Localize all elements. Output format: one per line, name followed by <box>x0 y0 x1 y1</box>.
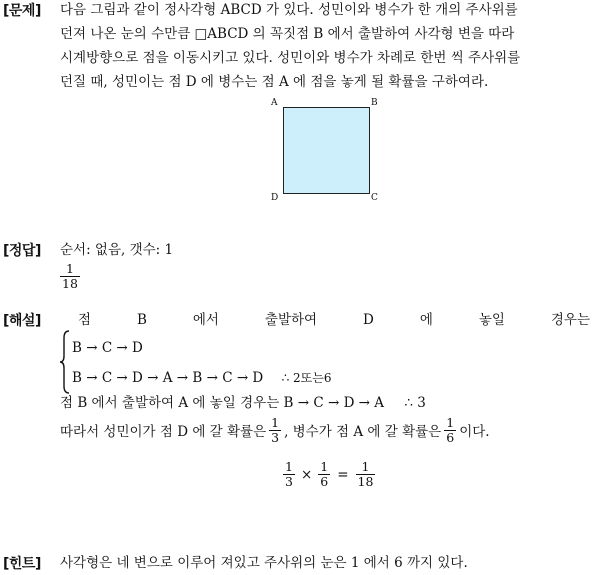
solution-word: 출발하여 <box>264 312 318 328</box>
case-1 <box>72 336 592 360</box>
fraction-numerator: 1 <box>361 459 370 474</box>
solution-word: B <box>137 312 147 328</box>
solution-word: 에 <box>419 312 433 328</box>
case-1-text: B → C → D <box>72 340 143 356</box>
case-2 <box>72 366 592 390</box>
problem-tag: [문제] <box>3 3 41 19</box>
solution-word: 경우는 <box>550 312 590 328</box>
case-2-note: ∴ 2또는6 <box>281 371 332 385</box>
fraction-one-sixth <box>444 416 456 445</box>
fraction-numerator: 1 <box>285 459 293 474</box>
answer-body <box>60 238 590 291</box>
fraction-denominator: 6 <box>320 474 329 489</box>
fraction-numerator: 1 <box>65 261 74 276</box>
fraction-denominator: 18 <box>62 276 78 291</box>
problem-line: 던질 때, 성민이는 점 D 에 병수는 점 A 에 점을 놓게 될 확률을 구하여라. <box>60 74 489 90</box>
hint-body <box>60 551 590 575</box>
answer-fraction <box>60 262 80 291</box>
vertex-label-c: C <box>371 193 378 203</box>
hint-tag: [힌트] <box>3 556 41 572</box>
solution-tag: [해설] <box>3 313 41 329</box>
square-abcd-figure <box>270 98 380 202</box>
vertex-label-d: D <box>271 193 279 203</box>
answer-line: 순서: 없음, 갯수: 1 <box>60 242 174 258</box>
fraction-denominator: 6 <box>446 429 455 445</box>
solution-line4-note: ∴ 3 <box>404 395 426 411</box>
solution-word: 에서 <box>192 312 219 328</box>
fraction-numerator: 1 <box>320 459 329 474</box>
solution-line4-text: 점 B 에서 출발하여 A 에 놓일 경우는 B → C → D → A <box>60 395 385 411</box>
times-symbol: × <box>300 466 313 483</box>
solution-line1 <box>78 308 590 332</box>
vertex-label-b: B <box>371 98 378 108</box>
problem-line: 다음 그림과 같이 정사각형 ABCD 가 있다. 성민이와 병수가 한 개의 주사위를 <box>60 2 518 18</box>
problem-line: 시계방향으로 점을 이동시키고 있다. 성민이와 병수가 차례로 한번 씩 주사위를 <box>60 50 521 66</box>
solution-line5-b: , 병수가 점 A 에 갈 확률은 <box>284 424 442 440</box>
fraction-denominator: 3 <box>285 474 293 489</box>
fraction-numerator: 1 <box>446 414 455 430</box>
eq-fraction-1 <box>283 460 295 489</box>
square-shape <box>283 107 370 194</box>
fraction-one-third <box>269 416 281 445</box>
eq-fraction-2 <box>318 460 330 489</box>
solution-word: 점 <box>78 312 92 328</box>
fraction-denominator: 3 <box>271 429 280 445</box>
case-brace <box>60 330 70 394</box>
answer-tag: [정답] <box>3 243 41 259</box>
solution-line5-a: 따라서 성민이가 점 D 에 갈 확률은 <box>60 424 267 440</box>
equals-symbol: = <box>337 466 349 483</box>
solution-word: D <box>363 312 374 328</box>
vertex-label-a: A <box>271 98 278 108</box>
solution-line5-body <box>60 412 590 448</box>
fraction-numerator: 1 <box>271 414 280 430</box>
solution-line5-c: 이다. <box>459 424 490 440</box>
eq-fraction-3 <box>356 460 376 489</box>
problem-line: 던져 나온 눈의 수만큼 □ABCD 의 꼭짓점 B 에서 출발하여 사각형 변을 따라 <box>60 26 515 42</box>
case-2-text: B → C → D → A → B → C → D <box>72 370 264 386</box>
problem-text <box>60 0 590 94</box>
hint-line: 사각형은 네 변으로 이루어 져있고 주사위의 눈은 1 에서 6 까지 있다. <box>60 555 468 571</box>
fraction-denominator: 18 <box>357 474 374 489</box>
solution-word: 놓일 <box>478 312 505 328</box>
